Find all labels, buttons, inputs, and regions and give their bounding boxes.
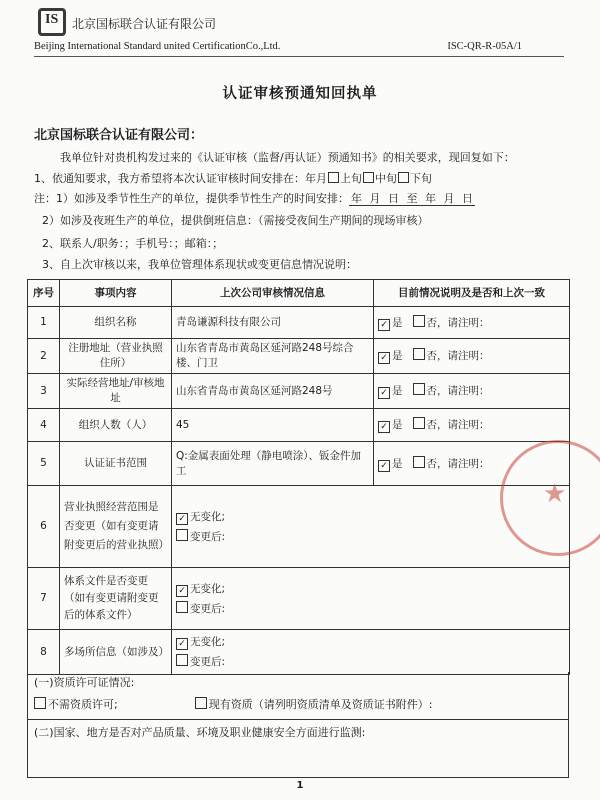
- yes-label: 是: [392, 419, 403, 431]
- schedule-line: [34, 170, 432, 186]
- checkbox-early[interactable]: [328, 172, 339, 183]
- no-label: 否，请注明：: [426, 419, 490, 431]
- monitoring-section: [27, 720, 569, 778]
- row-info: Q:金属表面处理（静电喷涂）、钣金件加工: [172, 442, 374, 486]
- row-item: 认证证书范围: [60, 442, 172, 486]
- checkbox-no[interactable]: [413, 348, 425, 360]
- col-header-current: 目前情况说明及是否和上次一致: [374, 280, 570, 307]
- page-number: 1: [296, 780, 304, 791]
- checkbox-no[interactable]: [413, 383, 425, 395]
- seasonal-note-text: 注：1）如涉及季节性生产的单位，提供季节性生产的时间安排：: [34, 192, 349, 205]
- table-row: [28, 307, 570, 339]
- header-divider: [34, 56, 564, 57]
- table-header-row: [28, 280, 570, 307]
- row-no: 3: [28, 374, 60, 409]
- changed-label: 变更后:: [190, 530, 226, 543]
- opt-mid: 中旬: [375, 172, 397, 185]
- checkbox-no[interactable]: [413, 417, 425, 429]
- checkbox-no-qualification[interactable]: [34, 697, 46, 709]
- table-row: [28, 374, 570, 409]
- row-no: 7: [28, 568, 60, 630]
- row-status: [374, 307, 570, 339]
- col-header-no: 序号: [28, 280, 60, 307]
- changed-label: 变更后:: [190, 602, 226, 615]
- monitoring-title: (二)国家、地方是否对产品质量、环境及职业健康安全方面进行监测:: [34, 726, 366, 739]
- row-item: 营业执照经营范围是否变更（如有变更请附变更后的营业执照）: [60, 486, 172, 568]
- contact-line: 2、联系人/职务：；手机号：；邮箱：；: [42, 237, 224, 250]
- checkbox-yes-checked[interactable]: ✓: [378, 421, 390, 433]
- yes-label: 是: [392, 350, 403, 362]
- unchanged-label: 无变化;: [190, 510, 226, 523]
- opt-early: 上旬: [340, 172, 362, 185]
- seasonal-date-field[interactable]: 年 月 日 至 年 月 日: [351, 192, 473, 205]
- row-status: [374, 409, 570, 442]
- no-label: 否，请注明：: [426, 350, 490, 362]
- checkbox-unchanged-checked[interactable]: ✓: [176, 638, 188, 650]
- table-row: [28, 630, 570, 675]
- checkbox-yes-checked[interactable]: ✓: [378, 352, 390, 364]
- no-label: 否，请注明：: [426, 457, 490, 470]
- row-item: 组织名称: [60, 307, 172, 339]
- addressee: 北京国标联合认证有限公司：: [34, 128, 204, 143]
- checkbox-unchanged-checked[interactable]: ✓: [176, 513, 188, 525]
- table-row: [28, 409, 570, 442]
- col-header-item: 事项内容: [60, 280, 172, 307]
- shift-note: 2）如涉及夜班生产的单位，提供倒班信息：（需接受夜间生产期间的现场审核）: [42, 214, 429, 227]
- no-qualification-label: 不需资质许可;: [48, 698, 118, 711]
- table-row: [28, 339, 570, 374]
- row-info: 山东省青岛市黄岛区延河路248号: [172, 374, 374, 409]
- checkbox-changed[interactable]: [176, 601, 188, 613]
- page-title: 认证审核预通知回执单: [222, 86, 378, 102]
- row-item: 多场所信息（如涉及）: [60, 630, 172, 675]
- yes-label: 是: [392, 316, 403, 329]
- row-item: 体系文件是否变更（如有变更请附变更后的体系文件）: [60, 568, 172, 630]
- has-qualification-label: 现有资质（请列明资质清单及资质证书附件）:: [208, 698, 433, 711]
- checkbox-no[interactable]: [413, 315, 425, 327]
- checkbox-changed[interactable]: [176, 654, 188, 666]
- intro-text: 我单位针对贵机构发过来的《认证审核（监督/再认证）预通知书》的相关要求，现回复如下：: [60, 151, 515, 164]
- row-info: 山东省青岛市黄岛区延河路248号综合楼、门卫: [172, 339, 374, 374]
- header-company-en: Beijing International Standard united CertificationCo.,Ltd.: [34, 41, 281, 52]
- checkbox-yes-checked[interactable]: ✓: [378, 387, 390, 399]
- row-no: 2: [28, 339, 60, 374]
- schedule-text: 1、依通知要求，我方希望将本次认证审核时间安排在：年月: [34, 172, 327, 185]
- col-header-last-info: 上次公司审核情况信息: [172, 280, 374, 307]
- row-item: 组织人数（人）: [60, 409, 172, 442]
- opt-late: 下旬: [410, 172, 432, 185]
- checkbox-has-qualification[interactable]: [195, 697, 207, 709]
- yes-label: 是: [392, 457, 403, 470]
- row-no: 5: [28, 442, 60, 486]
- no-label: 否，请注明：: [426, 385, 490, 397]
- checkbox-yes-checked[interactable]: ✓: [378, 319, 390, 331]
- row-info: 45: [172, 409, 374, 442]
- table-row: [28, 486, 570, 568]
- qualification-title: (一)资质许可证情况:: [34, 676, 135, 689]
- row-no: 1: [28, 307, 60, 339]
- qualification-section: [27, 672, 569, 720]
- header-company-cn: 北京国标联合认证有限公司: [72, 17, 217, 31]
- seasonal-note: [34, 190, 475, 206]
- table-row: [28, 568, 570, 630]
- yes-label: 是: [392, 385, 403, 397]
- checkbox-late[interactable]: [398, 172, 409, 183]
- row-info: 青岛谦源科技有限公司: [172, 307, 374, 339]
- unchanged-label: 无变化;: [190, 582, 226, 595]
- changed-label: 变更后:: [190, 656, 226, 668]
- row-change-status: [172, 630, 570, 675]
- table-row: [28, 442, 570, 486]
- checkbox-mid[interactable]: [363, 172, 374, 183]
- qualification-options: [34, 694, 562, 716]
- unchanged-label: 无变化;: [190, 636, 226, 648]
- row-no: 6: [28, 486, 60, 568]
- row-change-status: [172, 568, 570, 630]
- checkbox-yes-checked[interactable]: ✓: [378, 460, 390, 472]
- row-no: 8: [28, 630, 60, 675]
- row-no: 4: [28, 409, 60, 442]
- row-item: 实际经营地址/审核地址: [60, 374, 172, 409]
- seal-star-icon: ★: [543, 479, 567, 509]
- change-info-table: [27, 279, 570, 675]
- checkbox-changed[interactable]: [176, 529, 188, 541]
- row-status: [374, 339, 570, 374]
- checkbox-no[interactable]: [413, 456, 425, 468]
- row-item: 注册地址（营业执照住所）: [60, 339, 172, 374]
- doc-code: ISC-QR-R-05A/1: [447, 41, 522, 52]
- change-info-line: 3、自上次审核以来，我单位管理体系现状或变更信息情况说明：: [42, 258, 357, 271]
- no-label: 否，请注明：: [426, 316, 490, 329]
- row-status: [374, 374, 570, 409]
- checkbox-unchanged-checked[interactable]: ✓: [176, 585, 188, 597]
- company-logo: IS: [38, 8, 66, 36]
